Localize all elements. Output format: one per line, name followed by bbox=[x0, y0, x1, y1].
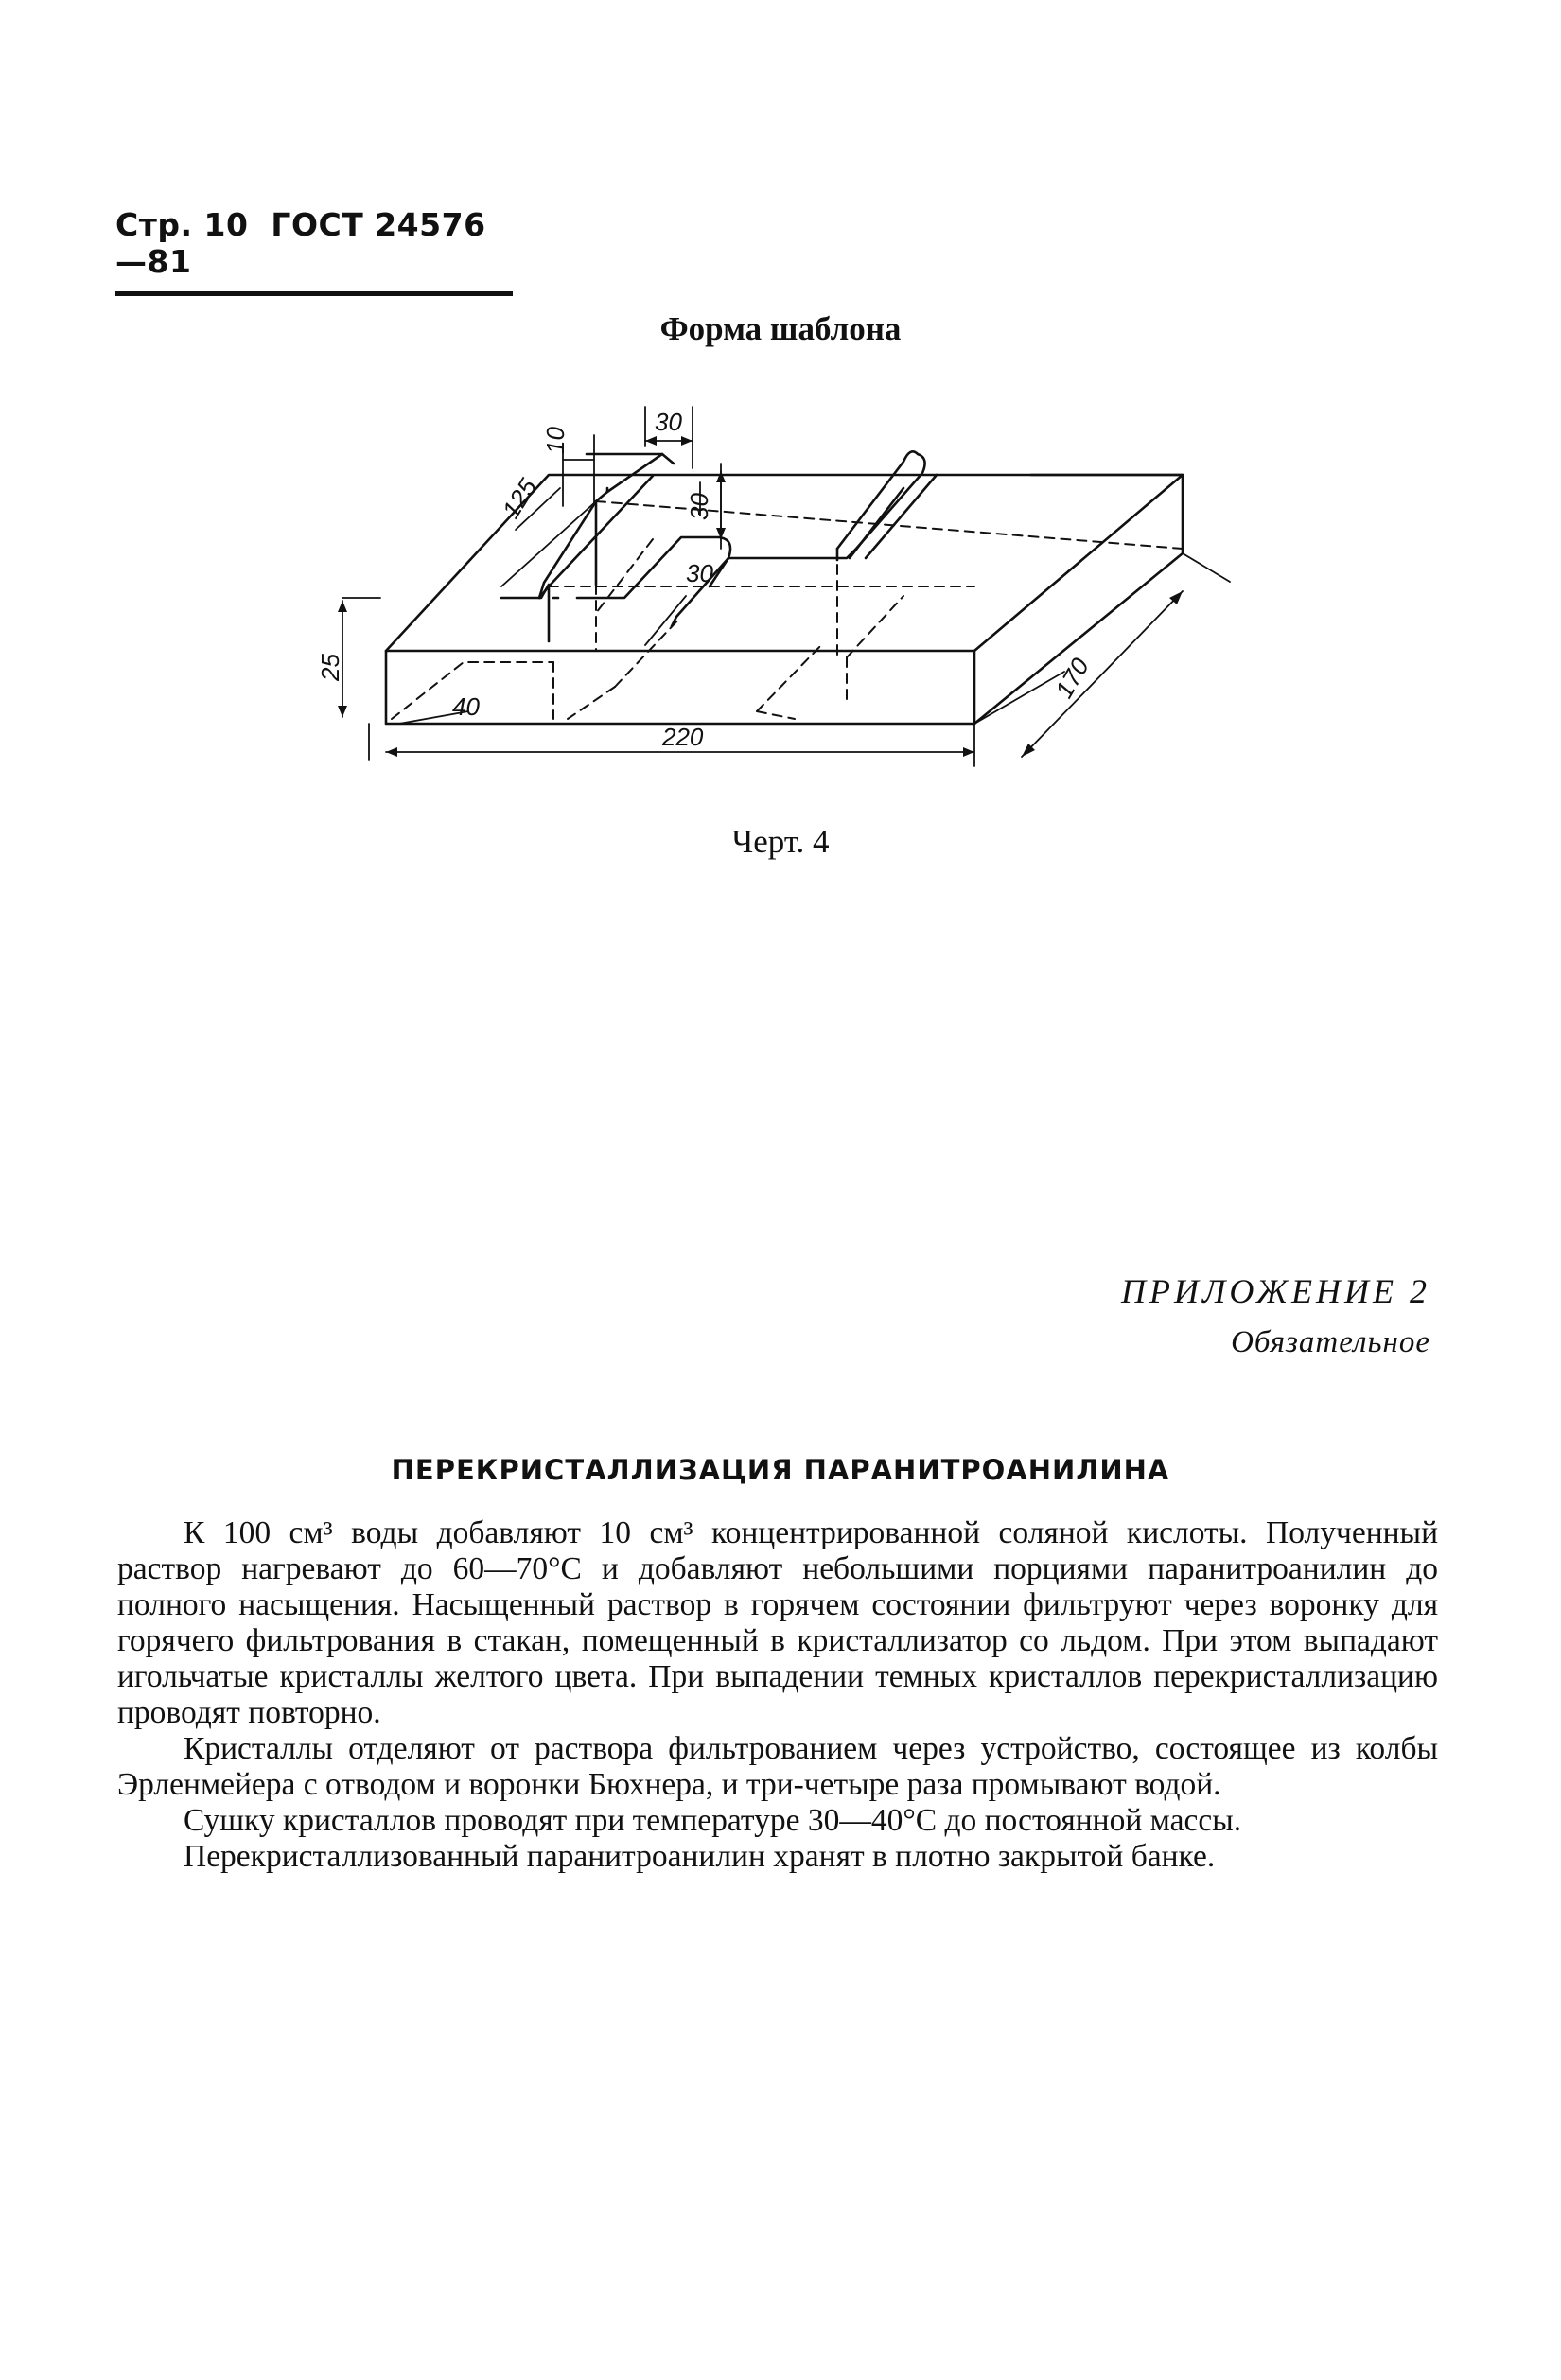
dim-slot-length: 125 bbox=[496, 473, 543, 524]
section-body bbox=[117, 1515, 1438, 1875]
paragraph: К 100 см³ воды добавляют 10 см³ концентрированной соляной кислоты. Полученный раствор нагревают до 60—70°С и добавляют небольшими порциями паранитроанилин до полного насыщения. Насыщенный раствор в горячем состоянии фильтруют через воронку для горячего фильтрования в стакан, помещенный в кристаллизатор со льдом. При этом выпадают игольчатые кристаллы желтого цвета. При выпадении темных кристаллов перекристаллизацию проводят повторно. bbox=[117, 1515, 1438, 1730]
page-number: Стр. 10 bbox=[115, 206, 249, 243]
dim-height: 25 bbox=[316, 654, 344, 681]
dim-cutout-length: 40 bbox=[452, 692, 480, 721]
appendix-status: Обязательное bbox=[1231, 1325, 1430, 1359]
paragraph: Сушку кристаллов проводят при температуре 30—40°С до постоянной массы. bbox=[184, 1803, 1242, 1838]
standard-number: ГОСТ 24576—81 bbox=[115, 206, 486, 280]
dim-cutout: 30 bbox=[686, 559, 713, 587]
dimension-labels bbox=[316, 408, 1095, 751]
dim-slot-width: 30 bbox=[655, 408, 682, 436]
template-drawing bbox=[312, 397, 1239, 814]
paragraph: Кристаллы отделяют от раствора фильтрованием через устройство, состоящее из колбы Эрленмейера с отводом и воронки Бюхнера, и три-четыре раза промывают водой. bbox=[117, 1731, 1438, 1802]
section-title: ПЕРЕКРИСТАЛЛИЗАЦИЯ ПАРАНИТРОАНИЛИНА bbox=[391, 1454, 1170, 1486]
figure-caption: Черт. 4 bbox=[731, 823, 830, 860]
dim-rib-height: 30 bbox=[685, 493, 713, 520]
appendix-label bbox=[1121, 1266, 1430, 1368]
figure-title: Форма шаблона bbox=[659, 310, 902, 347]
dim-wall: 10 bbox=[541, 427, 570, 454]
appendix-number: ПРИЛОЖЕНИЕ 2 bbox=[1121, 1272, 1430, 1310]
dim-length: 220 bbox=[662, 723, 704, 751]
paragraph: Перекристаллизованный паранитроанилин хранят в плотно закрытой банке. bbox=[184, 1839, 1216, 1874]
page-header bbox=[115, 206, 513, 296]
dim-width: 170 bbox=[1049, 653, 1095, 703]
